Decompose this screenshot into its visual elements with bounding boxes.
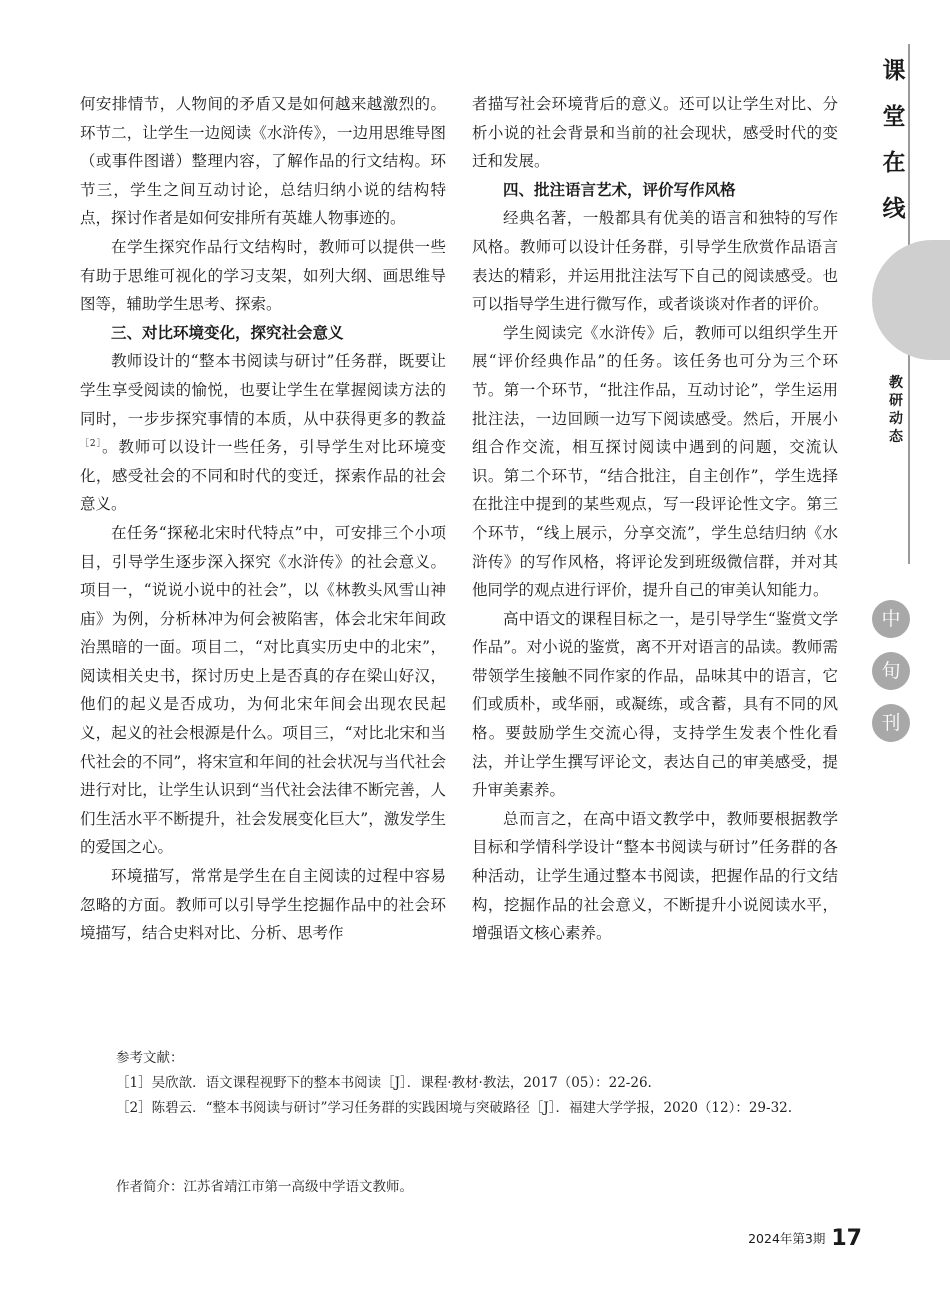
column-title xyxy=(876,48,912,232)
column-title-char: 在 xyxy=(882,150,906,176)
column-subtitle xyxy=(884,374,908,446)
citation-marker: ［2］ xyxy=(80,438,102,449)
paragraph: 经典名著，一般都具有优美的语言和独特的写作风格。教师可以设计任务群，引导学生欣赏作品语言表达的精彩，并运用批注法写下自己的阅读感受。也可以指导学生进行微写作，或者谈谈对作者的评价。 xyxy=(472,209,838,314)
paragraph: 高中语文的课程目标之一，是引导学生“鉴赏文学作品”。对小说的鉴赏，离不开对语言的品读。教师需带领学生接触不同作家的作品，品味其中的语言，它们或质朴，或华丽，或凝练，或含蓄，具有不同的风格。要鼓励学生交流心得，支持学生发表个性化看法，并让学生撰写评论文，表达自己的审美感受，提升审美素养。 xyxy=(472,609,838,800)
paragraph-text: 教师设计的“整本书阅读与研讨”任务群，既要让学生享受阅读的愉悦，也要让学生在掌握阅读方法的同时，一步步探究事情的本质，从中获得更多的教益 xyxy=(80,352,446,428)
section-heading: 三、对比环境变化，探究社会意义 xyxy=(111,323,344,342)
right-column xyxy=(472,90,838,948)
section-heading: 四、批注语言艺术，评价写作风格 xyxy=(503,180,736,199)
paragraph: 者描写社会环境背后的意义。还可以让学生对比、分析小说的社会背景和当前的社会现状，感受时代的变迁和发展。 xyxy=(472,95,838,171)
brand-badge: 中 xyxy=(872,600,910,638)
references xyxy=(80,1046,840,1121)
left-column xyxy=(80,90,446,948)
column-subtitle-char: 动 xyxy=(889,411,903,427)
brand-badge: 旬 xyxy=(872,652,910,690)
paragraph-text: 。教师可以设计一些任务，引导学生对比环境变化，感受社会的不同和时代的变迁，探索作品的社会意义。 xyxy=(80,438,446,514)
paragraph: 环境描写，常常是学生在自主阅读的过程中容易忽略的方面。教师可以引导学生挖掘作品中的社会环境描写，结合史料对比、分析、思考作 xyxy=(80,867,446,943)
paragraph: 总而言之，在高中语文教学中，教师要根据教学目标和学情科学设计“整本书阅读与研讨”任务群的各种活动，让学生通过整本书阅读，把握作品的行文结构，挖掘作品的社会意义，不断提升小说阅读水平，增强语文核心素养。 xyxy=(472,809,838,943)
paragraph xyxy=(80,347,446,519)
page-footer xyxy=(748,1226,862,1252)
decorative-circle xyxy=(872,240,950,360)
column-subtitle-char: 研 xyxy=(889,393,903,409)
references-heading: 参考文献： xyxy=(116,1050,184,1066)
reference-item: ［1］吴欣歆．语文课程视野下的整本书阅读［J］．课程·教材·教法，2017（05）：22-26. xyxy=(116,1075,652,1091)
column-subtitle-char: 教 xyxy=(889,375,903,391)
paragraph: 在学生探究作品行文结构时，教师可以提供一些有助于思维可视化的学习支架，如列大纲、画思维导图等，辅助学生思考、探索。 xyxy=(80,237,446,314)
paragraph: 在任务“探秘北宋时代特点”中，可安排三个小项目，引导学生逐步深入探究《水浒传》的社会意义。项目一，“说说小说中的社会”，以《林教头风雪山神庙》为例，分析林冲为何会被陷害，体会北宋年间政治黑暗的一面。项目二，“对比真实历史中的北宋”，阅读相关史书，探讨历史上是否真的存在梁山好汉，他们的起义是否成功，为何北宋年间会出现农民起义，起义的社会根源是什么。项目三，“对比北宋和当代社会的不同”，将宋宣和年间的社会状况与当代社会进行对比，让学生认识到“当代社会法律不断完善，人们生活水平不断提升，社会发展变化巨大”，激发学生的爱国之心。 xyxy=(80,523,446,857)
page-number: 17 xyxy=(831,1226,862,1251)
paragraph: 学生阅读完《水浒传》后，教师可以组织学生开展“评价经典作品”的任务。该任务也可分为三个环节。第一个环节，“批注作品，互动讨论”，学生运用批注法，一边回顾一边写下阅读感受。然后，开展小组合作交流，相互探讨阅读中遇到的问题，交流认识。第二个环节，“结合批注，自主创作”，学生选择在批注中提到的某些观点，写一段评论性文字。第三个环节，“线上展示，分享交流”，学生总结归纳《水浒传》的写作风格，将评论发到班级微信群，并对其他同学的观点进行评价，提升自己的审美认知能力。 xyxy=(472,323,838,600)
column-subtitle-char: 态 xyxy=(889,429,903,445)
paragraph: 何安排情节，人物间的矛盾又是如何越来越激烈的。环节二，让学生一边阅读《水浒传》，一边用思维导图（或事件图谱）整理内容，了解作品的行文结构。环节三，学生之间互动讨论，总结归纳小说的结构特点，探讨作者是如何安排所有英雄人物事迹的。 xyxy=(80,95,446,228)
author-bio: 作者简介：江苏省靖江市第一高级中学语文教师。 xyxy=(116,1179,413,1195)
column-title-char: 堂 xyxy=(882,104,906,130)
brand-badge: 刊 xyxy=(872,704,910,742)
issue-label: 2024年第3期 xyxy=(748,1231,826,1246)
reference-item: ［2］陈碧云．“整本书阅读与研讨”学习任务群的实践困境与突破路径［J］．福建大学学报，2020（12）：29-32. xyxy=(116,1100,793,1116)
column-title-char: 线 xyxy=(882,196,906,222)
column-title-char: 课 xyxy=(882,58,906,84)
